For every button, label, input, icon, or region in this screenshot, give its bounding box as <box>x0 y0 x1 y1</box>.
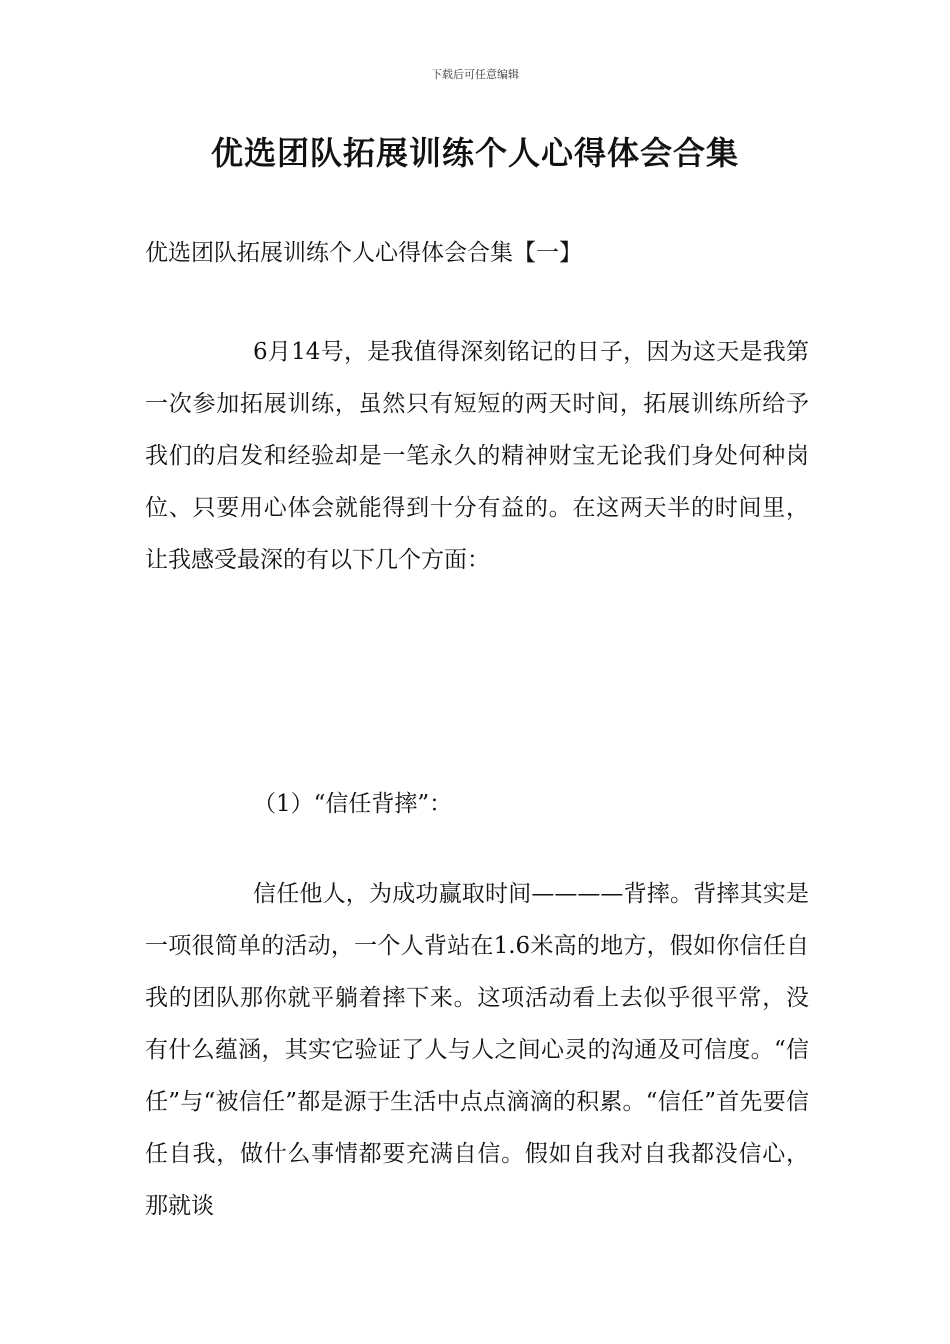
document-title: 优选团队拓展训练个人心得体会合集 <box>210 134 739 172</box>
sub-heading-trust-fall: （1）“信任背摔”： <box>253 791 453 817</box>
section-heading: 优选团队拓展训练个人心得体会合集【一】 <box>145 240 582 266</box>
body-paragraph-1: 6月14号，是我值得深刻铭记的日子，因为这天是我第一次参加拓展训练，虽然只有短短的两天时间，拓展训练所给予我们的启发和经验却是一笔永久的精神财宝无论我们身处何种岗位、只要用心体会就能得到十分有益的。在这两天半的时间里，让我感受最深的有以下几个方面： <box>145 339 809 573</box>
body-paragraph-2: 信任他人，为成功赢取时间————背摔。背摔其实是一项很简单的活动，一个人背站在1.6米高的地方，假如你信任自我的团队那你就平躺着摔下来。这项活动看上去似乎很平常，没有什么蕴涵，其实它验证了人与人之间心灵的沟通及可信度。“信任”与“被信任”都是源于生活中点点滴滴的积累。“信任”首先要信任自我，做什么事情都要充满自信。假如自我对自我都没信心，那就谈 <box>145 881 809 1219</box>
header-note: 下载后可任意编辑 <box>431 68 519 81</box>
